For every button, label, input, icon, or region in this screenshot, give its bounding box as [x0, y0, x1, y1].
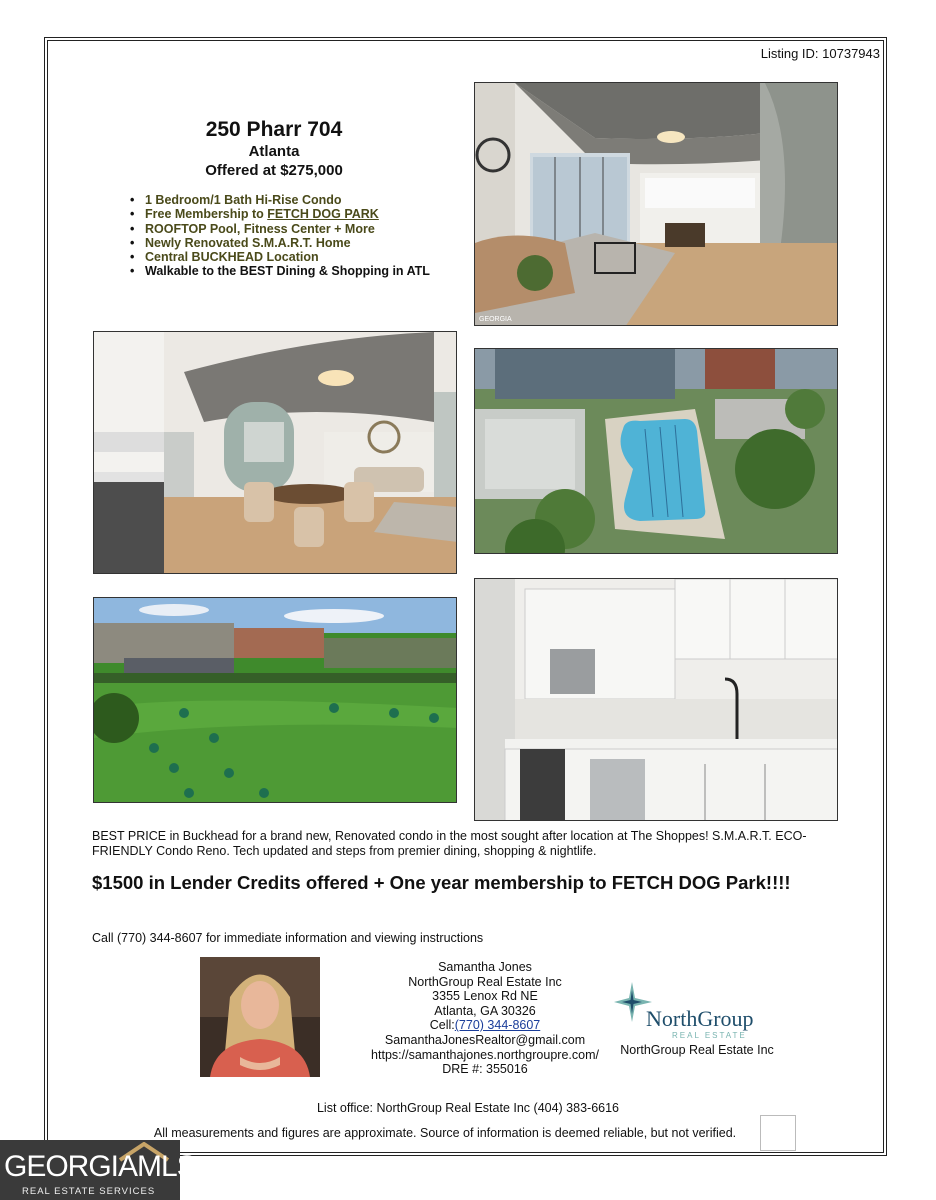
agent-email[interactable]: SamanthaJonesRealtor@gmail.com — [384, 1032, 586, 1047]
list-office: List office: NorthGroup Real Estate Inc (404) 383-6616 — [316, 1101, 620, 1115]
logo-name: NorthGroup — [646, 1006, 754, 1031]
agent-city: Atlanta, GA 30326 — [434, 1003, 536, 1018]
brokerage-caption: NorthGroup Real Estate Inc — [620, 1043, 774, 1057]
mls-logo-text: GEORGIAMLS — [4, 1150, 196, 1183]
agent-photo — [200, 957, 320, 1077]
feature-item: • Central BUCKHEAD Location — [130, 250, 470, 264]
feature-list — [130, 193, 470, 279]
agent-street: 3355 Lenox Rd NE — [432, 989, 538, 1004]
property-address: 250 Pharr 704 — [205, 118, 343, 141]
call-instructions: Call (770) 344-8607 for immediate information and viewing instructions — [92, 931, 484, 945]
agent-dre: DRE #: 355016 — [442, 1062, 528, 1077]
agent-website[interactable]: https://samanthajones.northgroupre.com/ — [371, 1047, 599, 1062]
feature-item: • 1 Bedroom/1 Bath Hi-Rise Condo — [130, 193, 470, 207]
mls-logo-sub: REAL ESTATE SERVICES — [22, 1186, 156, 1197]
listing-description: BEST PRICE in Buckhead for a brand new, Renovated condo in the most sought after location at The Shoppes! S.M.A.R.T. ECO-FRIENDLY Condo Reno. Tech updated and steps from premier dining, shopping & nightlife. — [92, 829, 807, 858]
agent-cell-link[interactable]: (770) 344-8607 — [454, 1018, 541, 1033]
agent-cell-row — [335, 1018, 635, 1033]
listing-id: Listing ID: 10737943 — [760, 46, 880, 61]
photo-living-room — [474, 82, 838, 326]
promo-headline: $1500 in Lender Credits offered + One year membership to FETCH DOG Park!!!! — [92, 872, 791, 893]
feature-item: • ROOFTOP Pool, Fitness Center + More — [130, 222, 470, 236]
photo-watermark: GEORGIA — [479, 316, 512, 323]
northgroup-logo — [612, 980, 782, 1040]
photo-dining-kitchen — [93, 331, 457, 574]
feature-prefix: Free Membership to — [145, 207, 268, 222]
feature-item — [130, 207, 470, 221]
feature-item: • Walkable to the BEST Dining & Shopping in ATL — [130, 264, 470, 278]
property-price: Offered at $275,000 — [205, 162, 343, 179]
photo-kitchen — [474, 578, 838, 821]
logo-sub: REAL ESTATE — [672, 1031, 747, 1040]
agent-contact-block — [335, 960, 635, 1077]
blank-box — [760, 1115, 796, 1151]
photo-dog-park — [93, 597, 457, 803]
title-block — [94, 118, 454, 180]
photo-rooftop-pool — [474, 348, 838, 554]
fetch-dog-park-link[interactable]: FETCH DOG PARK — [267, 207, 379, 222]
feature-item: • Newly Renovated S.M.A.R.T. Home — [130, 236, 470, 250]
agent-company: NorthGroup Real Estate Inc — [408, 974, 562, 989]
property-city: Atlanta — [248, 143, 300, 160]
disclaimer: All measurements and figures are approximate. Source of information is deemed reliable, but not verified. — [153, 1126, 737, 1140]
georgia-mls-badge — [0, 1140, 196, 1200]
agent-cell-label: Cell: — [429, 1018, 455, 1033]
agent-name: Samantha Jones — [438, 960, 532, 974]
